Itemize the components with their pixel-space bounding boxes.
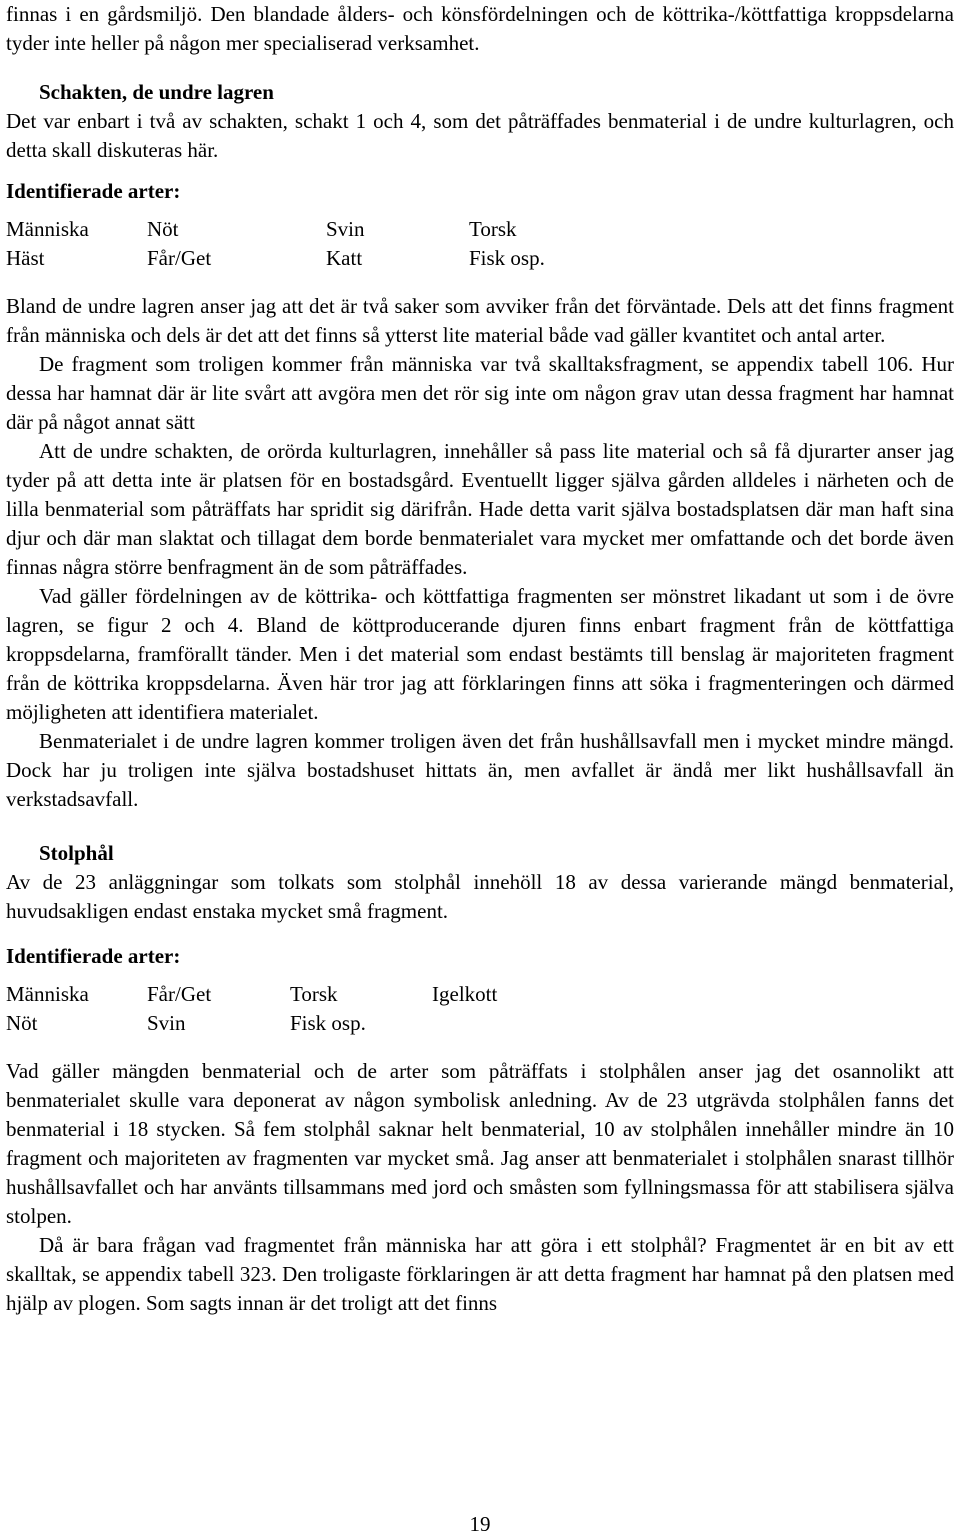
species-cell: Svin (147, 1011, 186, 1035)
species-cell: Fisk osp. (469, 246, 545, 270)
species-cell: Nöt (147, 217, 179, 241)
species-cell: Fisk osp. (290, 1011, 366, 1035)
species-cell: Får/Get (147, 246, 212, 270)
paragraph-bland: Bland de undre lagren anser jag att det är två saker som avviker från det förväntade. Dels att det finns fragment från människa och dels är det att det finns så ytterst lite material både vad gäller kvantitet och antal arter. (6, 294, 954, 347)
paragraph-benmaterialet: Benmaterialet i de undre lagren kommer troligen även det från hushållsavfall men i mycket mindre mängd. Dock har ju troligen inte själva bostadshuset hittats än, men avfallet är ändå mer likt hushållsavfall än verkstadsavfall. (6, 729, 954, 811)
paragraph-att: Att de undre schakten, de orörda kulturlagren, innehåller så pass lite material och så få djurarter anser jag tyder på att detta inte är platsen för en bostadsgård. Eventuellt ligger själva gården alldeles i närheten och de lilla benmaterial som påträffats har spridit sig därifrån. Hade detta varit själva bostadsplatsen där man haft sina djur och där man slaktat och tillagat dem borde benmaterialet vara mycket mer omfattande och det borde även finnas några större benfragment än de som påträffades. (6, 439, 954, 579)
species-cell: Katt (326, 246, 363, 270)
heading-stolphal: Stolphål (39, 841, 114, 865)
species-cell: Får/Get (147, 982, 212, 1006)
document-page (6, 0, 954, 1318)
species-cell: Torsk (469, 217, 517, 241)
paragraph-mangden: Vad gäller mängden benmaterial och de arter som påträffats i stolphålen anser jag det osannolikt att benmaterialet skulle vara deponerat av någon symbolisk anledning. Av de 23 utgrävda stolphålen fanns det benmaterial i 18 stycken. Så fem stolphål saknar helt benmaterial, 10 av stolphålen innehåller mindre än 10 fragment och majoriteten av fragmenten var mycket små. Jag anser att benmaterialet i stolphålen snarast tillhör hushållsavfallet och har använts tillsammans med jord och småsten som fyllningsmassa för att stabilisera själva stolpen. (6, 1059, 954, 1228)
species-heading-2: Identifierade arter: (6, 944, 181, 968)
species-cell: Torsk (290, 982, 338, 1006)
species-cell: Människa (6, 217, 89, 241)
paragraph-intro: finnas i en gårdsmiljö. Den blandade ålders- och könsfördelningen och de köttrika-/köttfattiga kroppsdelarna tyder inte heller på någon mer specialiserad verksamhet. (6, 2, 954, 55)
species-cell: Svin (326, 217, 365, 241)
species-heading-1: Identifierade arter: (6, 179, 181, 203)
species-cell (432, 1009, 497, 1038)
paragraph-da: Då är bara frågan vad fragmentet från människa har att göra i ett stolphål? Fragmentet är en bit av ett skalltak, se appendix tabell 323. Den troligaste förklaringen är att detta fragment har hamnat på den platsen med hjälp av plogen. Som sagts innan är det troligt att det finns (6, 1233, 954, 1315)
heading-schakten: Schakten, de undre lagren (39, 80, 274, 104)
species-table-2 (6, 980, 497, 1038)
species-cell: Häst (6, 246, 45, 270)
page-number: 19 (469, 1512, 491, 1536)
species-cell: Nöt (6, 1011, 38, 1035)
species-row (6, 980, 497, 1009)
species-row (6, 1009, 497, 1038)
paragraph-schakten: Det var enbart i två av schakten, schakt 1 och 4, som det påträffades benmaterial i de undre kulturlagren, och detta skall diskuteras här. (6, 109, 954, 162)
paragraph-vad: Vad gäller fördelningen av de köttrika- och köttfattiga fragmenten ser mönstret likadant ut som i de övre lagren, se figur 2 och 4. Bland de köttproducerande djuren finns enbart fragment från de köttfattiga kroppsdelarna, framförallt tänder. Men i det material som endast bestämts till benslag är majoriteten fragment från de köttrika kroppsdelarna. Även här tror jag att förklaringen finns att söka i fragmenteringen och därmed möjligheten att identifiera materialet. (6, 584, 954, 724)
species-cell: Människa (6, 982, 89, 1006)
paragraph-fragment: De fragment som troligen kommer från människa var två skalltaksfragment, se appendix tabell 106. Hur dessa har hamnat där är lite svårt att avgöra men det rör sig inte om någon grav utan dessa fragment har hamnat där på något annat sätt (6, 352, 954, 434)
species-row (6, 215, 545, 244)
paragraph-stolphal: Av de 23 anläggningar som tolkats som stolphål innehöll 18 av dessa varierande mängd benmaterial, huvudsakligen endast enstaka mycket små fragment. (6, 870, 954, 923)
species-cell: Igelkott (432, 982, 498, 1006)
species-row (6, 244, 545, 273)
species-table-1 (6, 215, 545, 273)
